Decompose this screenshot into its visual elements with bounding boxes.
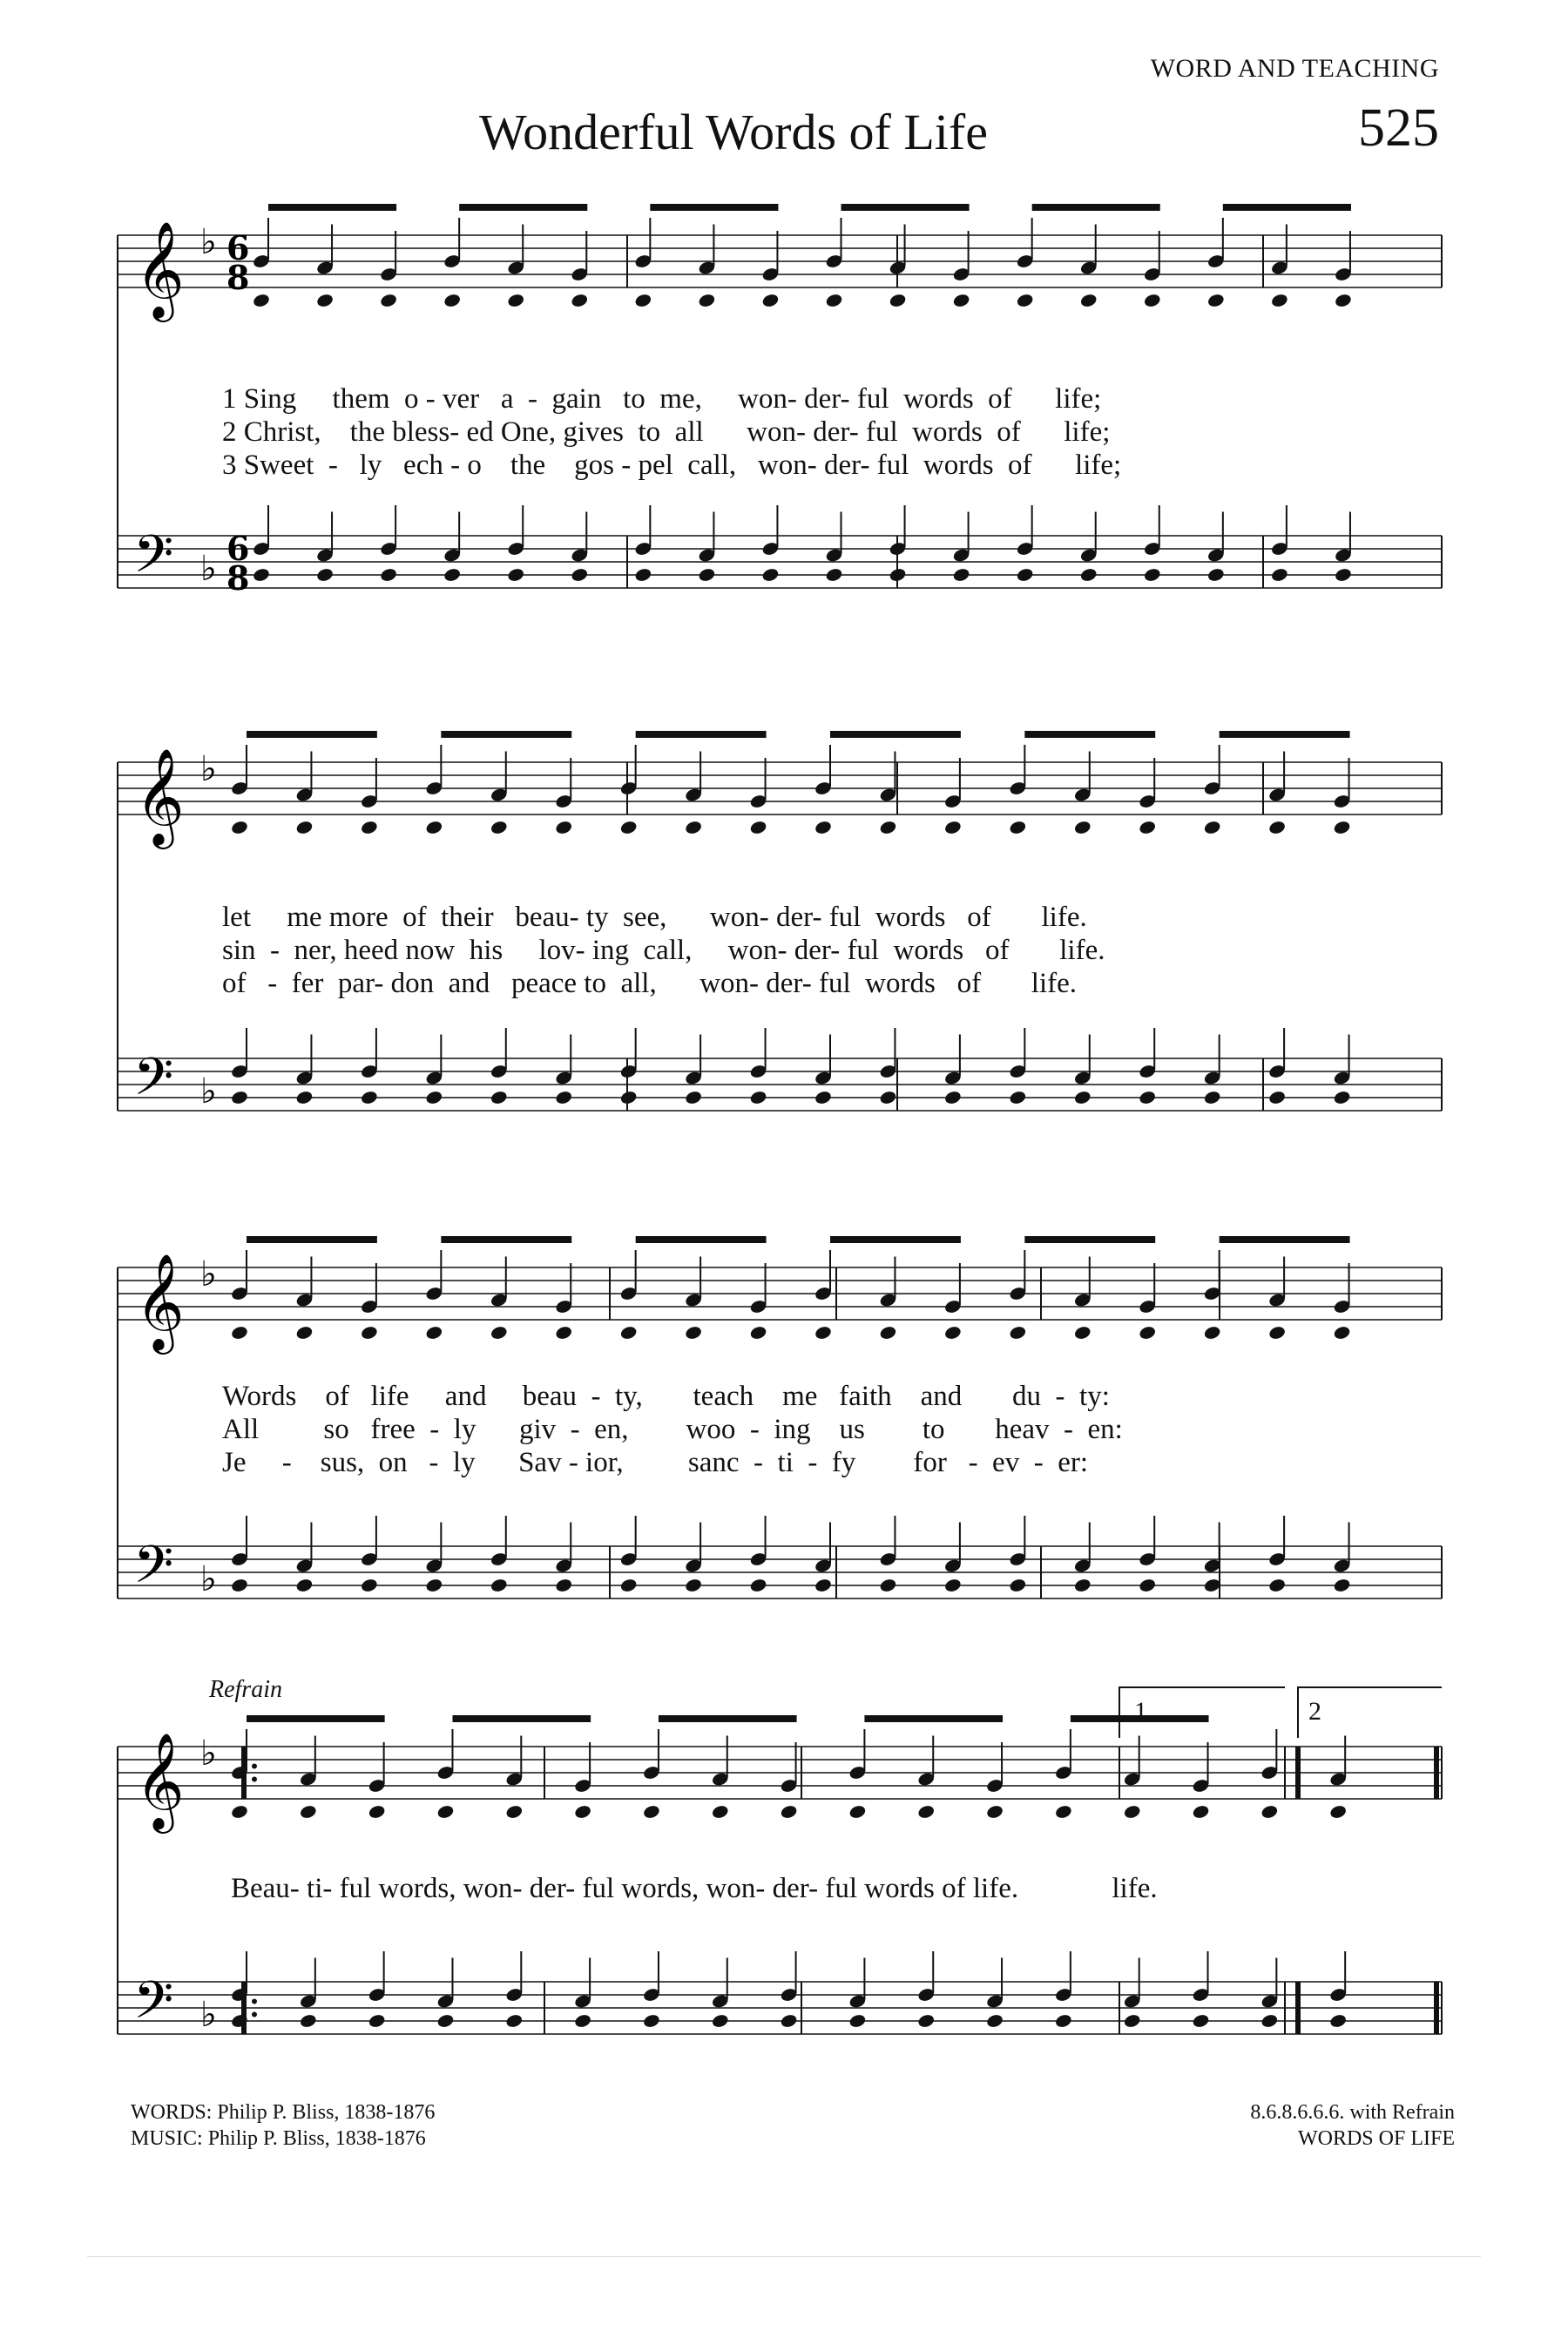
lyric-line: Je - sus, on - ly Sav - ior, sanc - ti - fy for - ev - er: (222, 1447, 1088, 1478)
note-head (1206, 293, 1225, 308)
note-head (749, 820, 767, 835)
note-head (230, 1090, 248, 1105)
note-head (1267, 820, 1286, 835)
repeat-dot (252, 1777, 257, 1782)
note-head (505, 1804, 524, 1820)
treble-clef-icon: 𝄞 (135, 220, 185, 318)
note-head (1328, 1804, 1347, 1820)
note-head (295, 1578, 314, 1593)
note-head (814, 1578, 832, 1593)
note-beam (441, 1236, 571, 1243)
note-head (230, 1578, 248, 1593)
note-head (379, 293, 397, 308)
note-head (436, 1804, 455, 1820)
note-head (825, 293, 843, 308)
note-head (619, 1578, 638, 1593)
note-head (814, 1325, 832, 1341)
first-ending-label: 1 (1134, 1697, 1147, 1726)
note-beam (864, 1715, 1003, 1722)
note-head (619, 1325, 638, 1341)
note-head (917, 1804, 936, 1820)
note-head (379, 567, 397, 583)
note-head (749, 1325, 767, 1341)
note-head (1328, 2013, 1347, 2029)
note-head (555, 1325, 573, 1341)
treble-clef-icon: 𝄞 (135, 747, 185, 845)
note-head (1203, 1325, 1221, 1341)
repeat-dot (252, 1999, 257, 2004)
repeat-dot (252, 1764, 257, 1769)
treble-clef-icon: 𝄞 (135, 1732, 185, 1829)
note-head (490, 1090, 508, 1105)
note-head (1270, 293, 1288, 308)
note-head (814, 820, 832, 835)
note-head (425, 820, 443, 835)
words-credit: WORDS: Philip P. Bliss, 1838-1876 (131, 2101, 436, 2124)
note-beam (452, 1715, 591, 1722)
note-head (985, 2013, 1004, 2029)
flat-sign-icon: ♭ (200, 1734, 217, 1774)
note-head (619, 820, 638, 835)
note-head (507, 293, 525, 308)
note-head (230, 820, 248, 835)
note-head (1009, 1325, 1027, 1341)
note-head (315, 293, 334, 308)
time-signature-top: 6 (226, 228, 250, 267)
note-head (619, 1090, 638, 1105)
note-head (295, 1325, 314, 1341)
credits (131, 2099, 435, 2152)
note-head (490, 1578, 508, 1593)
note-head (889, 567, 907, 583)
note-head (505, 2013, 524, 2029)
note-head (1139, 1325, 1157, 1341)
music-credit: MUSIC: Philip P. Bliss, 1838-1876 (131, 2127, 426, 2150)
lyric-line: let me more of their beau- ty see, won- der- ful words of life. (222, 902, 1087, 933)
time-signature-bottom: 8 (226, 558, 250, 598)
time-signature-top: 6 (226, 529, 250, 568)
repeat-dot (252, 2012, 257, 2017)
note-head (425, 1090, 443, 1105)
note-head (1073, 820, 1092, 835)
note-head (698, 293, 716, 308)
note-head (879, 820, 897, 835)
flat-sign-icon: ♭ (200, 1995, 217, 2035)
note-head (642, 2013, 660, 2029)
note-beam (247, 1715, 385, 1722)
time-signature-bottom: 8 (226, 258, 250, 297)
note-beam (636, 731, 767, 738)
note-head (443, 293, 461, 308)
lyric-line: Words of life and beau - ty, teach me faith and du - ty: (222, 1381, 1110, 1412)
note-head (1260, 2013, 1279, 2029)
note-beam (459, 204, 587, 211)
note-head (1192, 2013, 1210, 2029)
lyric-line: 1 Sing them o - ver a - gain to me, won- der- ful words of life; (222, 383, 1102, 415)
note-head (780, 1804, 798, 1820)
note-head (1260, 1804, 1279, 1820)
flat-sign-icon: ♭ (200, 222, 217, 262)
note-head (1139, 1090, 1157, 1105)
note-head (825, 567, 843, 583)
note-head (711, 2013, 729, 2029)
note-head (1270, 567, 1288, 583)
note-head (1073, 1325, 1092, 1341)
note-head (879, 1325, 897, 1341)
note-head (1333, 1578, 1351, 1593)
note-head (1009, 1578, 1027, 1593)
flat-sign-icon: ♭ (200, 749, 217, 789)
flat-sign-icon: ♭ (200, 1071, 217, 1112)
note-head (230, 1804, 248, 1820)
note-head (780, 2013, 798, 2029)
note-head (295, 820, 314, 835)
note-head (684, 1325, 702, 1341)
note-beam (830, 731, 961, 738)
note-head (1016, 567, 1034, 583)
note-head (848, 1804, 867, 1820)
note-head (1203, 820, 1221, 835)
note-beam (830, 1236, 961, 1243)
note-head (252, 567, 270, 583)
note-beam (1024, 1236, 1155, 1243)
hymn-title: Wonderful Words of Life (479, 104, 988, 160)
note-head (1267, 1578, 1286, 1593)
note-head (425, 1325, 443, 1341)
note-head (943, 1325, 962, 1341)
note-beam (841, 204, 970, 211)
note-head (1192, 1804, 1210, 1820)
note-head (490, 820, 508, 835)
note-head (436, 2013, 455, 2029)
note-head (360, 1090, 378, 1105)
note-head (1079, 567, 1098, 583)
lyric-line: sin - ner, heed now his lov- ing call, won- der- ful words of life. (222, 935, 1105, 966)
note-head (1016, 293, 1034, 308)
note-head (943, 1090, 962, 1105)
note-head (360, 820, 378, 835)
note-head (555, 1090, 573, 1105)
note-head (1054, 2013, 1072, 2029)
meter-info (1250, 2099, 1455, 2152)
note-beam (659, 1715, 797, 1722)
note-head (1203, 1090, 1221, 1105)
note-head (299, 1804, 317, 1820)
note-head (1333, 820, 1351, 835)
note-beam (441, 731, 571, 738)
note-head (507, 567, 525, 583)
note-head (761, 293, 780, 308)
tune-name: WORDS OF LIFE (1297, 2127, 1455, 2150)
second-ending-label: 2 (1308, 1697, 1321, 1726)
note-head (1267, 1090, 1286, 1105)
refrain-label: Refrain (209, 1676, 282, 1703)
note-head (252, 293, 270, 308)
note-head (917, 2013, 936, 2029)
note-head (315, 567, 334, 583)
note-head (490, 1325, 508, 1341)
note-head (425, 1578, 443, 1593)
flat-sign-icon: ♭ (200, 1254, 217, 1294)
bass-clef-icon: 𝄢 (133, 524, 174, 597)
note-head (571, 293, 589, 308)
note-head (943, 1578, 962, 1593)
note-head (879, 1090, 897, 1105)
lyric-line: of - fer par- don and peace to all, won- der- ful words of life. (222, 968, 1078, 999)
note-head (761, 567, 780, 583)
note-head (952, 567, 970, 583)
note-beam (247, 1236, 377, 1243)
bass-clef-icon: 𝄢 (133, 1534, 174, 1607)
note-head (889, 293, 907, 308)
note-head (1206, 567, 1225, 583)
note-head (299, 2013, 317, 2029)
treble-clef-icon: 𝄞 (135, 1253, 185, 1350)
note-head (634, 293, 652, 308)
note-head (985, 1804, 1004, 1820)
lyric-line: 2 Christ, the bless- ed One, gives to all won- der- ful words of life; (222, 416, 1111, 448)
note-head (443, 567, 461, 583)
note-head (1123, 1804, 1141, 1820)
note-head (711, 1804, 729, 1820)
note-head (368, 2013, 386, 2029)
note-head (1139, 820, 1157, 835)
meter: 8.6.8.6.6.6. with Refrain (1250, 2101, 1455, 2124)
note-head (295, 1090, 314, 1105)
flat-sign-icon: ♭ (200, 1559, 217, 1599)
note-head (230, 1325, 248, 1341)
note-head (1333, 1325, 1351, 1341)
note-head (943, 820, 962, 835)
note-beam (247, 731, 377, 738)
note-head (1143, 567, 1161, 583)
section-tag: WORD AND TEACHING (1150, 54, 1439, 83)
note-beam (1032, 204, 1160, 211)
bass-clef-icon: 𝄢 (133, 1046, 174, 1119)
note-head (360, 1578, 378, 1593)
hymn-number: 525 (1358, 98, 1439, 158)
note-head (571, 567, 589, 583)
note-head (1334, 293, 1352, 308)
note-head (1143, 293, 1161, 308)
note-head (1333, 1090, 1351, 1105)
note-beam (1024, 731, 1155, 738)
note-head (555, 1578, 573, 1593)
note-head (814, 1090, 832, 1105)
note-head (684, 1090, 702, 1105)
note-head (1073, 1090, 1092, 1105)
note-head (749, 1090, 767, 1105)
note-beam (636, 1236, 767, 1243)
note-head (684, 1578, 702, 1593)
note-head (1073, 1578, 1092, 1593)
lyric-line: Beau- ti- ful words, won- der- ful words, won- der- ful words of life. life. (231, 1873, 1158, 1904)
note-head (1009, 1090, 1027, 1105)
lyric-line: All so free - ly giv - en, woo - ing us to heav - en: (222, 1414, 1123, 1445)
note-beam (268, 204, 396, 211)
note-beam (650, 204, 778, 211)
note-head (1009, 820, 1027, 835)
note-head (555, 820, 573, 835)
flat-sign-icon: ♭ (200, 549, 217, 589)
lyric-line: 3 Sweet - ly ech - o the gos - pel call, won- der- ful words of life; (222, 449, 1122, 481)
note-head (749, 1578, 767, 1593)
note-head (684, 820, 702, 835)
note-head (1079, 293, 1098, 308)
note-head (952, 293, 970, 308)
note-head (573, 1804, 591, 1820)
note-head (368, 1804, 386, 1820)
note-head (879, 1578, 897, 1593)
note-head (1054, 1804, 1072, 1820)
note-head (848, 2013, 867, 2029)
bottom-rule (87, 2256, 1481, 2257)
note-head (634, 567, 652, 583)
note-head (642, 1804, 660, 1820)
note-head (573, 2013, 591, 2029)
note-head (1139, 1578, 1157, 1593)
note-head (360, 1325, 378, 1341)
note-beam (1220, 731, 1350, 738)
note-head (698, 567, 716, 583)
note-head (1123, 2013, 1141, 2029)
note-head (1267, 1325, 1286, 1341)
note-head (1334, 567, 1352, 583)
note-beam (1223, 204, 1351, 211)
note-beam (1220, 1236, 1350, 1243)
bass-clef-icon: 𝄢 (133, 1970, 174, 2043)
